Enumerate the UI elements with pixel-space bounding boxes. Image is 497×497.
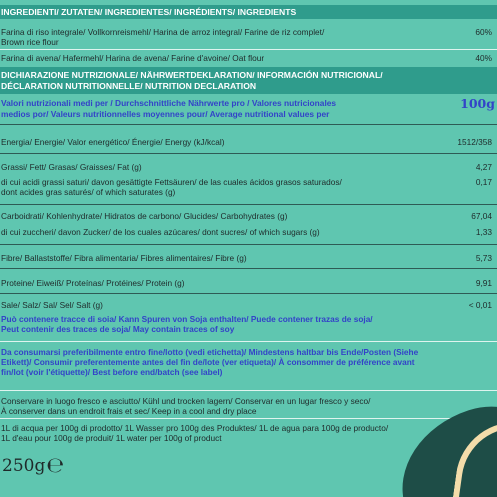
average-values-line1: Valori nutrizionali medi per / Durchschnittliche Nährwerte pro / Valores nutricionales (1, 98, 337, 108)
water-line2: 1L d'eau pour 100g de produit/ 1L water per 100g of product (1, 433, 222, 443)
soy-warning (1, 314, 495, 334)
saturates-value: 0,17 (475, 177, 492, 187)
energy-label: Energia/ Energie/ Valor energético/ Énergie/ Energy (kJ/kcal) (1, 137, 225, 147)
storage-line1: Conservare in luogo fresco e asciutto/ Kühl und trocken lagern/ Conservar en un lugar fresco y seco/ (1, 396, 371, 406)
divider (0, 418, 497, 419)
divider (0, 341, 497, 342)
soy-line1: Può contenere tracce di soia/ Kann Spuren von Soja enthalten/ Puede contener trazas de soja/ (1, 314, 373, 324)
divider (0, 153, 497, 154)
ingredient-percent: 40% (475, 53, 492, 63)
divider (0, 49, 497, 50)
salt-row (1, 300, 495, 310)
carbs-label: Carboidrati/ Kohlenhydrate/ Hidratos de carbono/ Glucides/ Carbohydrates (g) (1, 211, 288, 221)
ingredient-name-cont: Brown rice flour (1, 37, 59, 47)
average-values-line2: medios por/ Valeurs nutritionnelles moyennes pour/ Average nutritional values per (1, 109, 330, 119)
salt-value: < 0,01 (468, 300, 492, 310)
storage-line2: À conserver dans un endroit frais et sec/ Keep in a cool and dry place (1, 406, 257, 416)
energy-row (1, 137, 495, 147)
estimated-sign-icon: ℮ (46, 453, 65, 477)
sugars-label: di cui zuccheri/ davon Zucker/ de los cuales azúcares/ dont sucres/ of which sugars (g) (1, 227, 320, 237)
divider (0, 244, 497, 245)
sugars-row (1, 227, 495, 237)
nutrition-header-line2: DÉCLARATION NUTRITIONNELLE/ NUTRITION DECLARATION (1, 80, 257, 91)
salt-label: Sale/ Salz/ Sal/ Sel/ Salt (g) (1, 300, 103, 310)
ingredient-name: Farina di riso integrale/ Vollkornreismehl/ Harina de arroz integral/ Farine de riz complet/ (1, 27, 325, 37)
best-before (1, 347, 495, 377)
fat-row (1, 162, 495, 172)
fat-value: 4,27 (475, 162, 492, 172)
fibre-value: 5,73 (475, 253, 492, 263)
protein-label: Proteine/ Eiweiß/ Proteínas/ Protéines/ Protein (g) (1, 278, 185, 288)
energy-value: 1512/358 (457, 137, 492, 147)
ingredient-name: Farina di avena/ Hafermehl/ Harina de avena/ Farine d'avoine/ Oat flour (1, 53, 265, 63)
storage-instructions (1, 396, 495, 416)
best-before-line1: Da consumarsi preferibilmente entro fine/lotto (vedi etichetta)/ Mindestens haltbar bis Ende/Posten (Siehe (1, 347, 419, 357)
divider (0, 293, 497, 294)
soy-line2: Peut contenir des traces de soja/ May contain traces of soy (1, 324, 235, 334)
divider (0, 268, 497, 269)
divider (0, 124, 497, 125)
fibre-label: Fibre/ Ballaststoffe/ Fibra alimentaria/ Fibres alimentaires/ Fibre (g) (1, 253, 247, 263)
per-100g: 100g (460, 96, 495, 111)
divider (0, 204, 497, 205)
protein-row (1, 278, 495, 288)
water-line1: 1L di acqua per 100g di prodotto/ 1L Wasser pro 100g des Produktes/ 1L de agua para 100g de producto/ (1, 423, 389, 433)
carbs-row (1, 211, 495, 221)
net-weight (2, 452, 64, 476)
ingredients-header: INGREDIENTI/ ZUTATEN/ INGREDIENTES/ INGRÉDIENTS/ INGREDIENTS (0, 5, 497, 19)
carbs-value: 67,04 (471, 211, 492, 221)
fat-label: Grassi/ Fett/ Grasas/ Graisses/ Fat (g) (1, 162, 142, 172)
nutrition-header-line1: DICHIARAZIONE NUTRIZIONALE/ NÄHRWERTDEKLARATION/ INFORMACIÓN NUTRICIONAL/ (1, 70, 383, 80)
sugars-value: 1,33 (475, 227, 492, 237)
fibre-row (1, 253, 495, 263)
weight-value: 250g (2, 456, 46, 476)
divider (0, 390, 497, 391)
average-values-label (1, 98, 441, 120)
ingredient-row-oat (1, 53, 495, 63)
protein-value: 9,91 (475, 278, 492, 288)
ingredient-percent: 60% (475, 27, 492, 37)
nutrition-header (0, 67, 497, 94)
best-before-line3: fin/lot (voir l'étiquette)/ Best before end/batch (see label) (1, 367, 223, 377)
ingredient-row-rice (1, 27, 495, 47)
best-before-line2: Etikett)/ Consumir preferentemente antes del fin de/lote (ver etiqueta)/ À consommer de préférence avant (1, 357, 415, 367)
saturates-label: di cui acidi grassi saturi/ davon gesättigte Fettsäuren/ de las cuales ácidos grasos saturados/ (1, 177, 342, 187)
saturates-row (1, 177, 495, 197)
saturates-label-cont: dont acides gras saturés/ of which saturates (g) (1, 187, 176, 197)
